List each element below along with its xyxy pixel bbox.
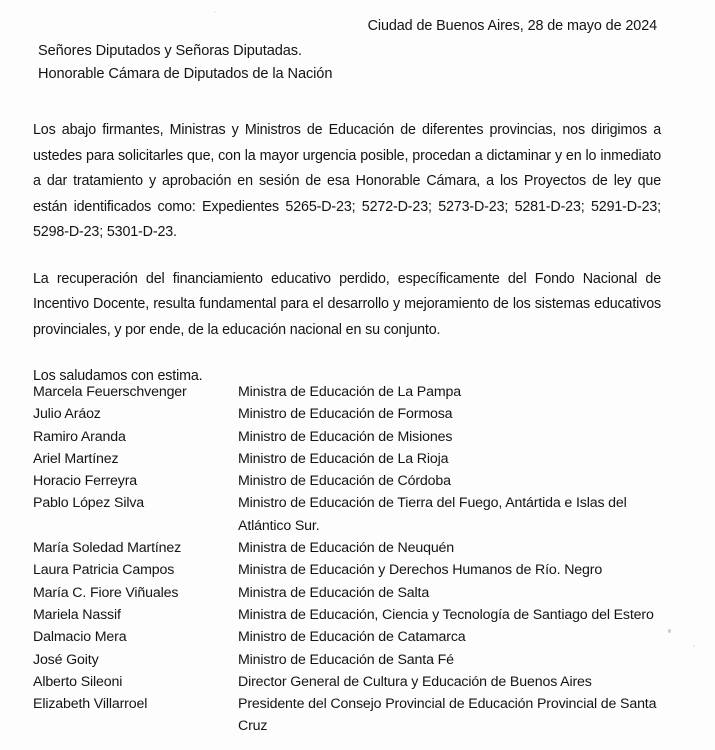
signatory-role: Ministro de Educación de La Rioja [238,450,449,467]
addressee-line-1: Señores Diputados y Señoras Diputadas. [38,43,302,59]
signatory-row [33,671,678,693]
signatory-name: Ramiro Aranda [33,428,126,445]
signatory-name: Elizabeth Villarroel [33,696,148,713]
signatory-name: Marcela Feuerschvenger [33,384,187,400]
closing-line: Los saludamos con estima. [33,368,203,384]
signatory-name: Alberto Sileoni [33,673,123,690]
scan-speck-icon [693,645,695,647]
signatory-role: Ministro de Educación de Córdoba [238,473,451,490]
signatory-row [33,403,678,425]
signatory-name: Mariela Nassif [33,606,121,623]
signatory-role: Ministro de Educación de Formosa [238,406,453,423]
signatory-role: Presidente del Consejo Provincial de Educación Provincial de Santa Cruz [238,696,657,735]
signatory-role: Ministro de Educación de Santa Fé [238,651,454,668]
signatory-row [33,448,678,470]
signatory-row [33,559,678,581]
signatory-name: Laura Patricia Campos [33,562,175,579]
signatory-row [33,470,678,492]
signatory-row [33,537,678,559]
signatory-role: Ministra de Educación de Salta [238,584,430,601]
signatory-name: María Soledad Martínez [33,540,182,557]
signatory-row [33,426,678,448]
signatory-name: José Goity [33,651,99,668]
signatory-name: Horacio Ferreyra [33,473,138,490]
signatory-name: Pablo López Silva [33,495,145,512]
scan-speck-icon [214,11,216,13]
paragraph-2: La recuperación del financiamiento educativo perdido, específicamente del Fondo Nacional de Incentivo Docente, resulta fundamental para el desarrollo y mejoramiento de los sistemas educativos provinciales, y por ende, de la educación nacional en su conjunto. [33,270,661,338]
signatory-role: Director General de Cultura y Educación de Buenos Aires [238,673,592,690]
signatory-row [33,604,678,626]
signatory-row [33,693,678,738]
body-text [33,118,661,390]
scan-speck-icon [668,629,671,633]
signatory-role: Ministro de Educación de Tierra del Fuego, Antártida e Islas del Atlántico Sur. [238,495,627,534]
signatory-name: Ariel Martínez [33,450,119,467]
signatory-name: Dalmacio Mera [33,629,127,646]
signatory-row [33,649,678,671]
signatory-role: Ministro de Educación de Catamarca [238,629,466,646]
signatory-role: Ministra de Educación y Derechos Humanos de Río. Negro [238,562,603,579]
signatory-row [33,626,678,648]
signatory-role: Ministra de Educación de Neuquén [238,540,455,557]
addressee-line-2: Honorable Cámara de Diputados de la Nación [38,66,333,82]
signatory-role: Ministro de Educación de Misiones [238,428,453,445]
signatory-role: Ministra de Educación de La Pampa [238,384,461,400]
dateline: Ciudad de Buenos Aires, 28 de mayo de 2024 [367,18,657,34]
signatory-name: María C. Fiore Viñuales [33,584,179,601]
signatory-row [33,582,678,604]
signatory-role: Ministra de Educación, Ciencia y Tecnología de Santiago del Estero [238,606,654,623]
signatory-row [33,492,678,537]
signatory-name: Julio Aráoz [33,406,101,423]
signatory-row [33,381,678,403]
signatory-list [33,381,678,738]
paragraph-1: Los abajo firmantes, Ministras y Ministros de Educación de diferentes provincias, nos dirigimos a ustedes para solicitarles que, con la mayor urgencia posible, procedan a dictaminar y en lo inmediato a dar tratamiento y aprobación en sesión de esa Honorable Cámara, a los Proyectos de ley que están identificados como: Expedientes 5265-D-23; 5272-D-23; 5273-D-23; 5281-D-23; 5291-D-23; 5298-D-23; 5301-D-23. [33,122,661,240]
addressee-block [38,40,332,86]
